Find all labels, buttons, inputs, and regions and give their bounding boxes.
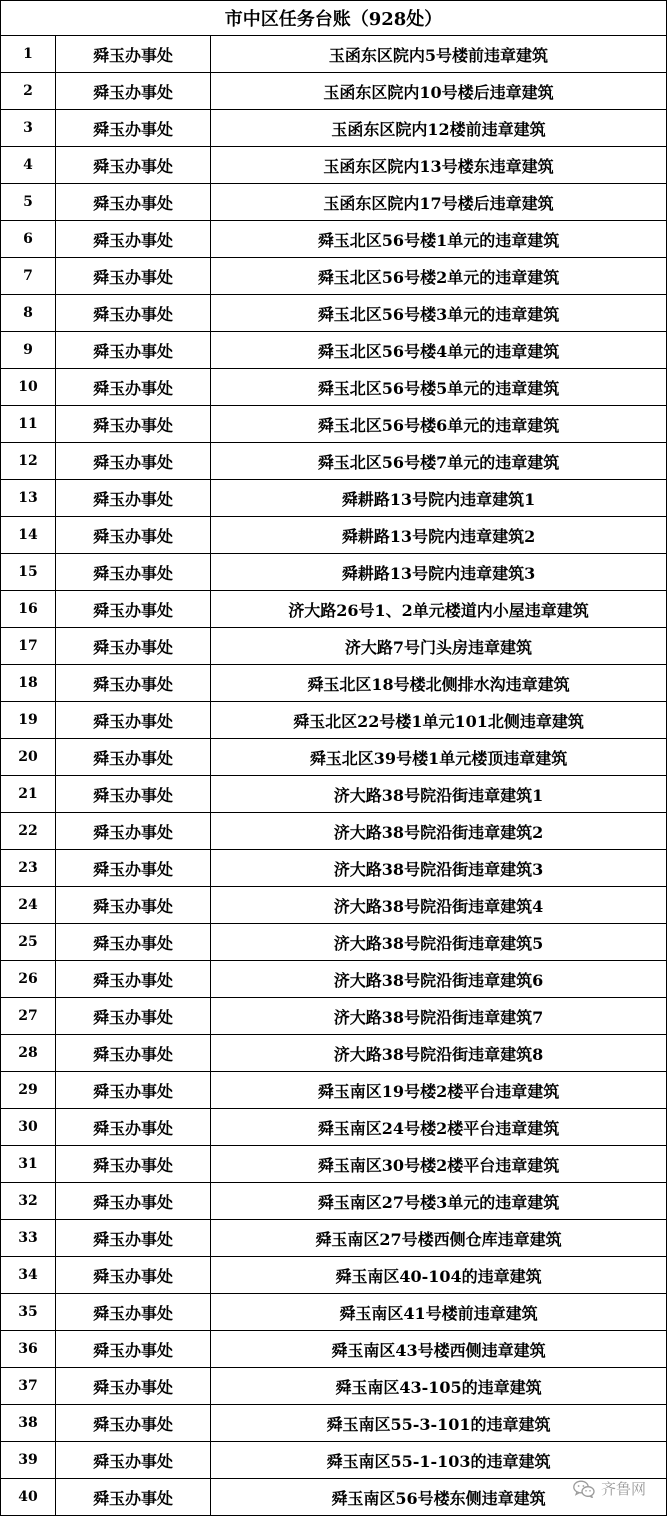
row-number-cell: 6 xyxy=(1,221,56,258)
office-cell: 舜玉办事处 xyxy=(56,887,211,924)
table-row xyxy=(1,1331,667,1368)
row-number-cell: 11 xyxy=(1,406,56,443)
office-cell: 舜玉办事处 xyxy=(56,184,211,221)
description-cell: 舜玉北区56号楼5单元的违章建筑 xyxy=(211,369,667,406)
office-cell: 舜玉办事处 xyxy=(56,1368,211,1405)
table-row xyxy=(1,961,667,998)
table-row xyxy=(1,1220,667,1257)
row-number-cell: 26 xyxy=(1,961,56,998)
description-cell: 舜玉南区24号楼2楼平台违章建筑 xyxy=(211,1109,667,1146)
row-number-cell: 34 xyxy=(1,1257,56,1294)
watermark-text: 齐鲁网 xyxy=(600,1480,646,1498)
table-row xyxy=(1,73,667,110)
row-number-cell: 38 xyxy=(1,1405,56,1442)
row-number-cell: 30 xyxy=(1,1109,56,1146)
description-cell: 济大路26号1、2单元楼道内小屋违章建筑 xyxy=(211,591,667,628)
office-cell: 舜玉办事处 xyxy=(56,665,211,702)
office-cell: 舜玉办事处 xyxy=(56,850,211,887)
table-row xyxy=(1,147,667,184)
description-cell: 舜玉北区56号楼2单元的违章建筑 xyxy=(211,258,667,295)
description-cell: 舜耕路13号院内违章建筑2 xyxy=(211,517,667,554)
table-row xyxy=(1,628,667,665)
table-row xyxy=(1,1146,667,1183)
table-row xyxy=(1,369,667,406)
row-number-cell: 35 xyxy=(1,1294,56,1331)
description-cell: 舜玉北区56号楼3单元的违章建筑 xyxy=(211,295,667,332)
table-row xyxy=(1,1257,667,1294)
table-row xyxy=(1,554,667,591)
table-row xyxy=(1,850,667,887)
row-number-cell: 28 xyxy=(1,1035,56,1072)
row-number-cell: 4 xyxy=(1,147,56,184)
row-number-cell: 17 xyxy=(1,628,56,665)
office-cell: 舜玉办事处 xyxy=(56,1405,211,1442)
office-cell: 舜玉办事处 xyxy=(56,961,211,998)
description-cell: 济大路38号院沿街违章建筑2 xyxy=(211,813,667,850)
table-row xyxy=(1,998,667,1035)
office-cell: 舜玉办事处 xyxy=(56,776,211,813)
office-cell: 舜玉办事处 xyxy=(56,73,211,110)
table-row xyxy=(1,1479,667,1516)
description-cell: 舜玉南区19号楼2楼平台违章建筑 xyxy=(211,1072,667,1109)
description-cell: 舜玉南区27号楼西侧仓库违章建筑 xyxy=(211,1220,667,1257)
description-cell: 舜玉南区43-105的违章建筑 xyxy=(211,1368,667,1405)
table-row xyxy=(1,1072,667,1109)
row-number-cell: 25 xyxy=(1,924,56,961)
office-cell: 舜玉办事处 xyxy=(56,369,211,406)
description-cell: 济大路7号门头房违章建筑 xyxy=(211,628,667,665)
table-row xyxy=(1,258,667,295)
table-row xyxy=(1,924,667,961)
row-number-cell: 5 xyxy=(1,184,56,221)
table-row xyxy=(1,406,667,443)
table-row xyxy=(1,1368,667,1405)
description-cell: 舜玉北区56号楼1单元的违章建筑 xyxy=(211,221,667,258)
office-cell: 舜玉办事处 xyxy=(56,36,211,73)
row-number-cell: 20 xyxy=(1,739,56,776)
row-number-cell: 40 xyxy=(1,1479,56,1516)
office-cell: 舜玉办事处 xyxy=(56,1072,211,1109)
office-cell: 舜玉办事处 xyxy=(56,628,211,665)
description-cell: 济大路38号院沿街违章建筑3 xyxy=(211,850,667,887)
row-number-cell: 36 xyxy=(1,1331,56,1368)
row-number-cell: 18 xyxy=(1,665,56,702)
description-cell: 舜玉南区27号楼3单元的违章建筑 xyxy=(211,1183,667,1220)
description-cell: 舜玉南区41号楼前违章建筑 xyxy=(211,1294,667,1331)
table-row xyxy=(1,480,667,517)
office-cell: 舜玉办事处 xyxy=(56,295,211,332)
row-number-cell: 2 xyxy=(1,73,56,110)
row-number-cell: 33 xyxy=(1,1220,56,1257)
row-number-cell: 37 xyxy=(1,1368,56,1405)
table-row xyxy=(1,110,667,147)
description-cell: 玉函东区院内12楼前违章建筑 xyxy=(211,110,667,147)
row-number-cell: 31 xyxy=(1,1146,56,1183)
table-row xyxy=(1,591,667,628)
table-row xyxy=(1,36,667,73)
table-row xyxy=(1,332,667,369)
office-cell: 舜玉办事处 xyxy=(56,1479,211,1516)
table-row xyxy=(1,184,667,221)
office-cell: 舜玉办事处 xyxy=(56,147,211,184)
description-cell: 舜玉北区56号楼4单元的违章建筑 xyxy=(211,332,667,369)
office-cell: 舜玉办事处 xyxy=(56,1257,211,1294)
table-row xyxy=(1,887,667,924)
row-number-cell: 7 xyxy=(1,258,56,295)
table-row xyxy=(1,443,667,480)
table-row xyxy=(1,813,667,850)
description-cell: 舜玉南区55-3-101的违章建筑 xyxy=(211,1405,667,1442)
description-cell: 舜玉北区39号楼1单元楼顶违章建筑 xyxy=(211,739,667,776)
description-cell: 舜玉北区18号楼北侧排水沟违章建筑 xyxy=(211,665,667,702)
office-cell: 舜玉办事处 xyxy=(56,813,211,850)
description-cell: 玉函东区院内17号楼后违章建筑 xyxy=(211,184,667,221)
row-number-cell: 19 xyxy=(1,702,56,739)
row-number-cell: 13 xyxy=(1,480,56,517)
description-cell: 舜玉南区43号楼西侧违章建筑 xyxy=(211,1331,667,1368)
table-row xyxy=(1,739,667,776)
table-title-row xyxy=(1,1,667,36)
description-cell: 玉函东区院内10号楼后违章建筑 xyxy=(211,73,667,110)
office-cell: 舜玉办事处 xyxy=(56,1294,211,1331)
description-cell: 济大路38号院沿街违章建筑7 xyxy=(211,998,667,1035)
office-cell: 舜玉办事处 xyxy=(56,443,211,480)
row-number-cell: 10 xyxy=(1,369,56,406)
description-cell: 济大路38号院沿街违章建筑8 xyxy=(211,1035,667,1072)
office-cell: 舜玉办事处 xyxy=(56,998,211,1035)
row-number-cell: 1 xyxy=(1,36,56,73)
table-row xyxy=(1,1183,667,1220)
office-cell: 舜玉办事处 xyxy=(56,332,211,369)
office-cell: 舜玉办事处 xyxy=(56,1442,211,1479)
table-row xyxy=(1,665,667,702)
office-cell: 舜玉办事处 xyxy=(56,1035,211,1072)
table-row xyxy=(1,221,667,258)
office-cell: 舜玉办事处 xyxy=(56,1183,211,1220)
office-cell: 舜玉办事处 xyxy=(56,1146,211,1183)
description-cell: 济大路38号院沿街违章建筑4 xyxy=(211,887,667,924)
table-row xyxy=(1,1035,667,1072)
office-cell: 舜玉办事处 xyxy=(56,702,211,739)
description-cell: 舜玉南区30号楼2楼平台违章建筑 xyxy=(211,1146,667,1183)
description-cell: 舜玉北区22号楼1单元101北侧违章建筑 xyxy=(211,702,667,739)
office-cell: 舜玉办事处 xyxy=(56,1109,211,1146)
description-cell: 舜耕路13号院内违章建筑1 xyxy=(211,480,667,517)
row-number-cell: 14 xyxy=(1,517,56,554)
row-number-cell: 29 xyxy=(1,1072,56,1109)
office-cell: 舜玉办事处 xyxy=(56,517,211,554)
office-cell: 舜玉办事处 xyxy=(56,221,211,258)
description-cell: 舜耕路13号院内违章建筑3 xyxy=(211,554,667,591)
description-cell: 玉函东区院内13号楼东违章建筑 xyxy=(211,147,667,184)
description-cell: 舜玉南区55-1-103的违章建筑 xyxy=(211,1442,667,1479)
row-number-cell: 27 xyxy=(1,998,56,1035)
table-row xyxy=(1,517,667,554)
wechat-icon xyxy=(573,1480,595,1498)
office-cell: 舜玉办事处 xyxy=(56,739,211,776)
description-cell: 舜玉南区56号楼东侧违章建筑 xyxy=(211,1479,667,1516)
office-cell: 舜玉办事处 xyxy=(56,554,211,591)
table-row xyxy=(1,702,667,739)
office-cell: 舜玉办事处 xyxy=(56,406,211,443)
description-cell: 济大路38号院沿街违章建筑6 xyxy=(211,961,667,998)
office-cell: 舜玉办事处 xyxy=(56,1331,211,1368)
row-number-cell: 15 xyxy=(1,554,56,591)
description-cell: 济大路38号院沿街违章建筑5 xyxy=(211,924,667,961)
office-cell: 舜玉办事处 xyxy=(56,924,211,961)
row-number-cell: 32 xyxy=(1,1183,56,1220)
row-number-cell: 9 xyxy=(1,332,56,369)
description-cell: 济大路38号院沿街违章建筑1 xyxy=(211,776,667,813)
description-cell: 舜玉南区40-104的违章建筑 xyxy=(211,1257,667,1294)
row-number-cell: 22 xyxy=(1,813,56,850)
office-cell: 舜玉办事处 xyxy=(56,110,211,147)
row-number-cell: 8 xyxy=(1,295,56,332)
row-number-cell: 3 xyxy=(1,110,56,147)
office-cell: 舜玉办事处 xyxy=(56,258,211,295)
row-number-cell: 39 xyxy=(1,1442,56,1479)
office-cell: 舜玉办事处 xyxy=(56,480,211,517)
table-row xyxy=(1,1405,667,1442)
table-row xyxy=(1,776,667,813)
description-cell: 舜玉北区56号楼6单元的违章建筑 xyxy=(211,406,667,443)
row-number-cell: 12 xyxy=(1,443,56,480)
row-number-cell: 21 xyxy=(1,776,56,813)
table-row xyxy=(1,1109,667,1146)
office-cell: 舜玉办事处 xyxy=(56,591,211,628)
office-cell: 舜玉办事处 xyxy=(56,1220,211,1257)
row-number-cell: 24 xyxy=(1,887,56,924)
table-title: 市中区任务台账（928处） xyxy=(1,1,667,36)
table-row xyxy=(1,1442,667,1479)
row-number-cell: 16 xyxy=(1,591,56,628)
description-cell: 玉函东区院内5号楼前违章建筑 xyxy=(211,36,667,73)
watermark xyxy=(573,1478,646,1499)
table-body xyxy=(1,36,667,1516)
description-cell: 舜玉北区56号楼7单元的违章建筑 xyxy=(211,443,667,480)
row-number-cell: 23 xyxy=(1,850,56,887)
table-row xyxy=(1,1294,667,1331)
table-row xyxy=(1,295,667,332)
